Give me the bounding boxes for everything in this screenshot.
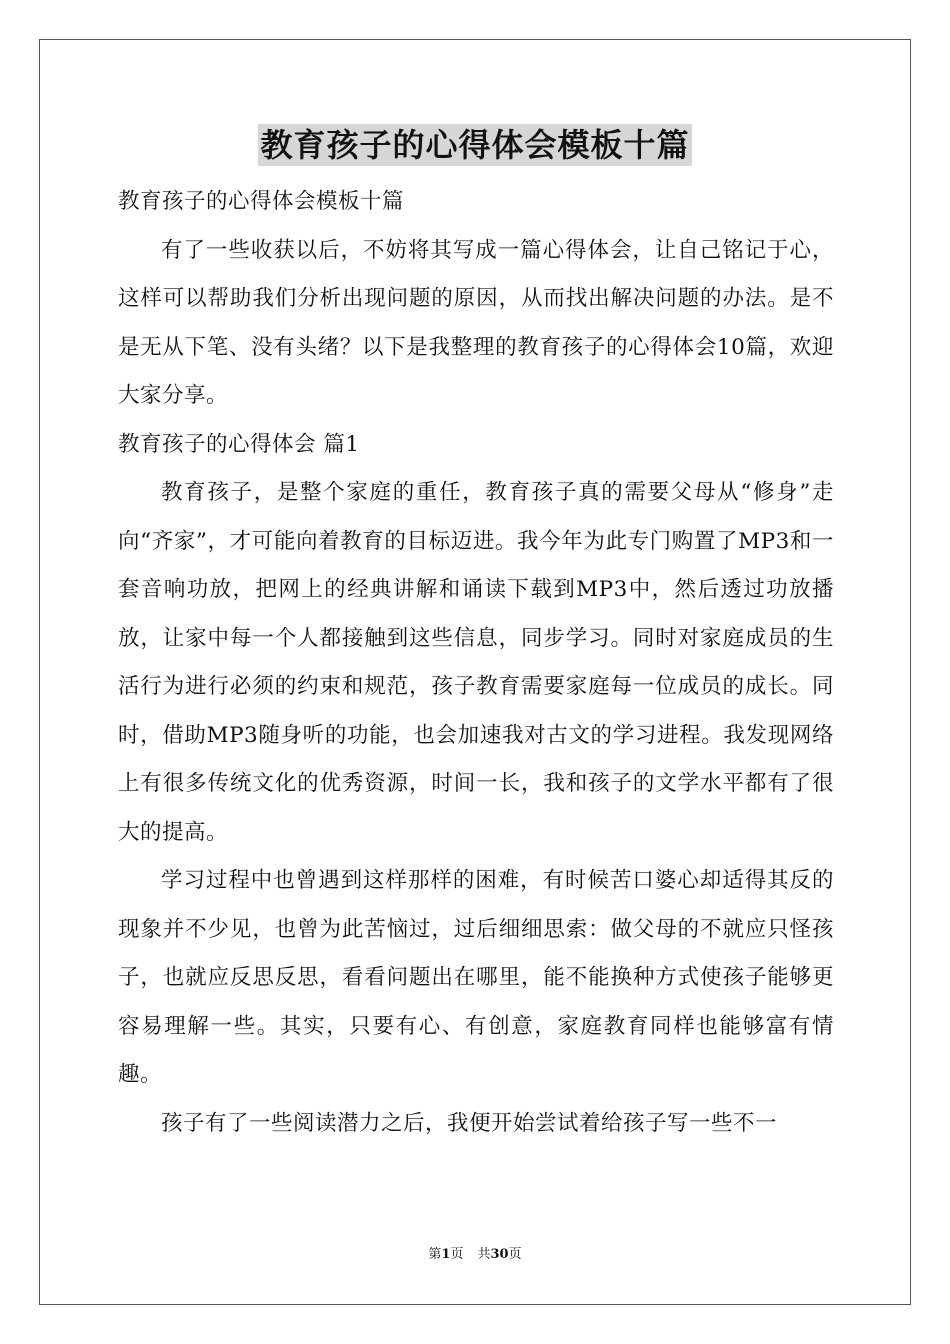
total-page-count: 30 (490, 1247, 509, 1262)
footer-total-suffix: 页 (508, 1247, 522, 1262)
document-title: 教育孩子的心得体会模板十篇 (260, 126, 690, 164)
paragraph: 教育孩子，是整个家庭的重任，教育孩子真的需要父母从“修身”走向“齐家”，才可能向着教育的目标迈进。我今年为此专门购置了MP3和一套音响功放，把网上的经典讲解和诵读下载到MP3中，然后透过功放播放，让家中每一个人都接触到这些信息，同步学习。同时对家庭成员的生活行为进行必须的约束和规范，孩子教育需要家庭每一位成员的成长。同时，借助MP3随身听的功能，也会加速我对古文的学习进程。我发现网络上有很多传统文化的优秀资源，时间一长，我和孩子的文学水平都有了很大的提高。 (118, 480, 834, 845)
footer-total-prefix: 共 (477, 1247, 491, 1262)
page-footer (0, 1246, 950, 1264)
document-body (118, 178, 834, 1148)
current-page-number: 1 (441, 1247, 451, 1262)
paragraph: 学习过程中也曾遇到这样那样的困难，有时候苦口婆心却适得其反的现象并不少见，也曾为此苦恼过，过后细细思索：做父母的不就应只怪孩子，也就应反思反思，看看问题出在哪里，能不能换种方式使孩子能够更容易理解一些。其实，只要有心、有创意，家庭教育同样也能够富有情趣。 (118, 868, 834, 1087)
footer-page-suffix: 页 (450, 1247, 464, 1262)
footer-prefix: 第 (428, 1247, 442, 1262)
paragraph-subtitle: 教育孩子的心得体会模板十篇 (118, 189, 405, 214)
paragraph: 孩子有了一些阅读潜力之后，我便开始尝试着给孩子写一些不一 (161, 1110, 778, 1136)
title-container (0, 124, 950, 166)
paragraph-intro: 有了一些收获以后，不妨将其写成一篇心得体会，让自己铭记于心，这样可以帮助我们分析出现问题的原因，从而找出解决问题的办法。是不是无从下笔、没有头绪？以下是我整理的教育孩子的心得体会10篇，欢迎大家分享。 (118, 237, 834, 408)
section-heading: 教育孩子的心得体会 篇1 (118, 431, 360, 457)
